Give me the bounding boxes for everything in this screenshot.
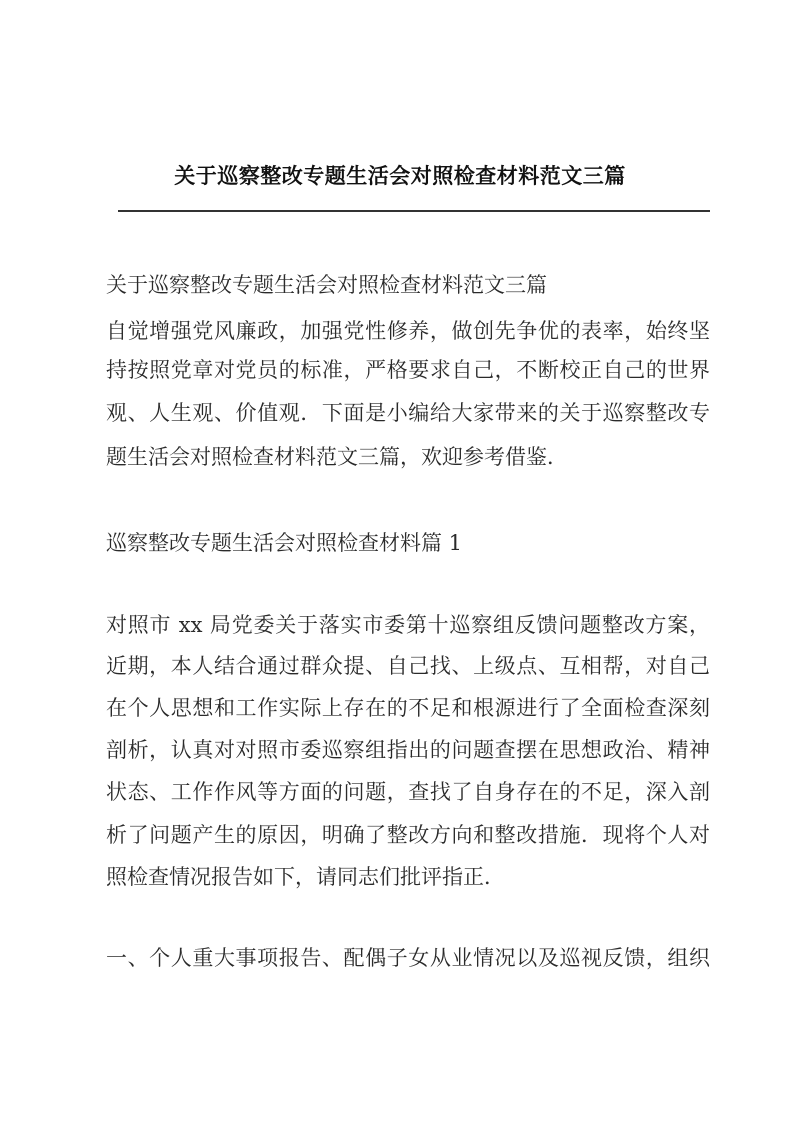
intro-line: 自觉增强党风廉政，加强党性修养，做创先争优的表率，始终坚 <box>106 319 710 343</box>
section1-line: 状态、工作作风等方面的问题，查找了自身存在的不足，深入剖 <box>106 780 710 804</box>
intro-line: 题生活会对照检查材料范文三篇，欢迎参考借鉴． <box>106 445 568 469</box>
section1-line: 近期，本人结合通过群众提、自己找、上级点、互相帮，对自己 <box>106 654 710 678</box>
intro-line: 持按照党章对党员的标准，严格要求自己，不断校正自己的世界 <box>106 358 710 382</box>
section1-line: 剖析，认真对对照市委巡察组指出的问题查摆在思想政治、精神 <box>106 738 710 762</box>
intro-heading: 关于巡察整改专题生活会对照检查材料范文三篇 <box>106 273 547 297</box>
section1-heading: 巡察整改专题生活会对照检查材料篇 1 <box>106 531 463 555</box>
document-title: 关于巡察整改专题生活会对照检查材料范文三篇 <box>174 163 626 188</box>
title-divider <box>118 210 710 212</box>
section1-line: 析了问题产生的原因，明确了整改方向和整改措施．现将个人对 <box>106 823 710 847</box>
section1-line: 照检查情况报告如下，请同志们批评指正． <box>106 865 505 889</box>
intro-line: 观、人生观、价值观．下面是小编给大家带来的关于巡察整改专 <box>106 401 710 425</box>
section2-heading: 一、个人重大事项报告、配偶子女从业情况以及巡视反馈，组织 <box>106 946 710 970</box>
section1-line: 在个人思想和工作实际上存在的不足和根源进行了全面检查深刻 <box>106 696 710 720</box>
section1-line: 对照市 xx 局党委关于落实市委第十巡察组反馈问题整改方案， <box>106 613 710 637</box>
